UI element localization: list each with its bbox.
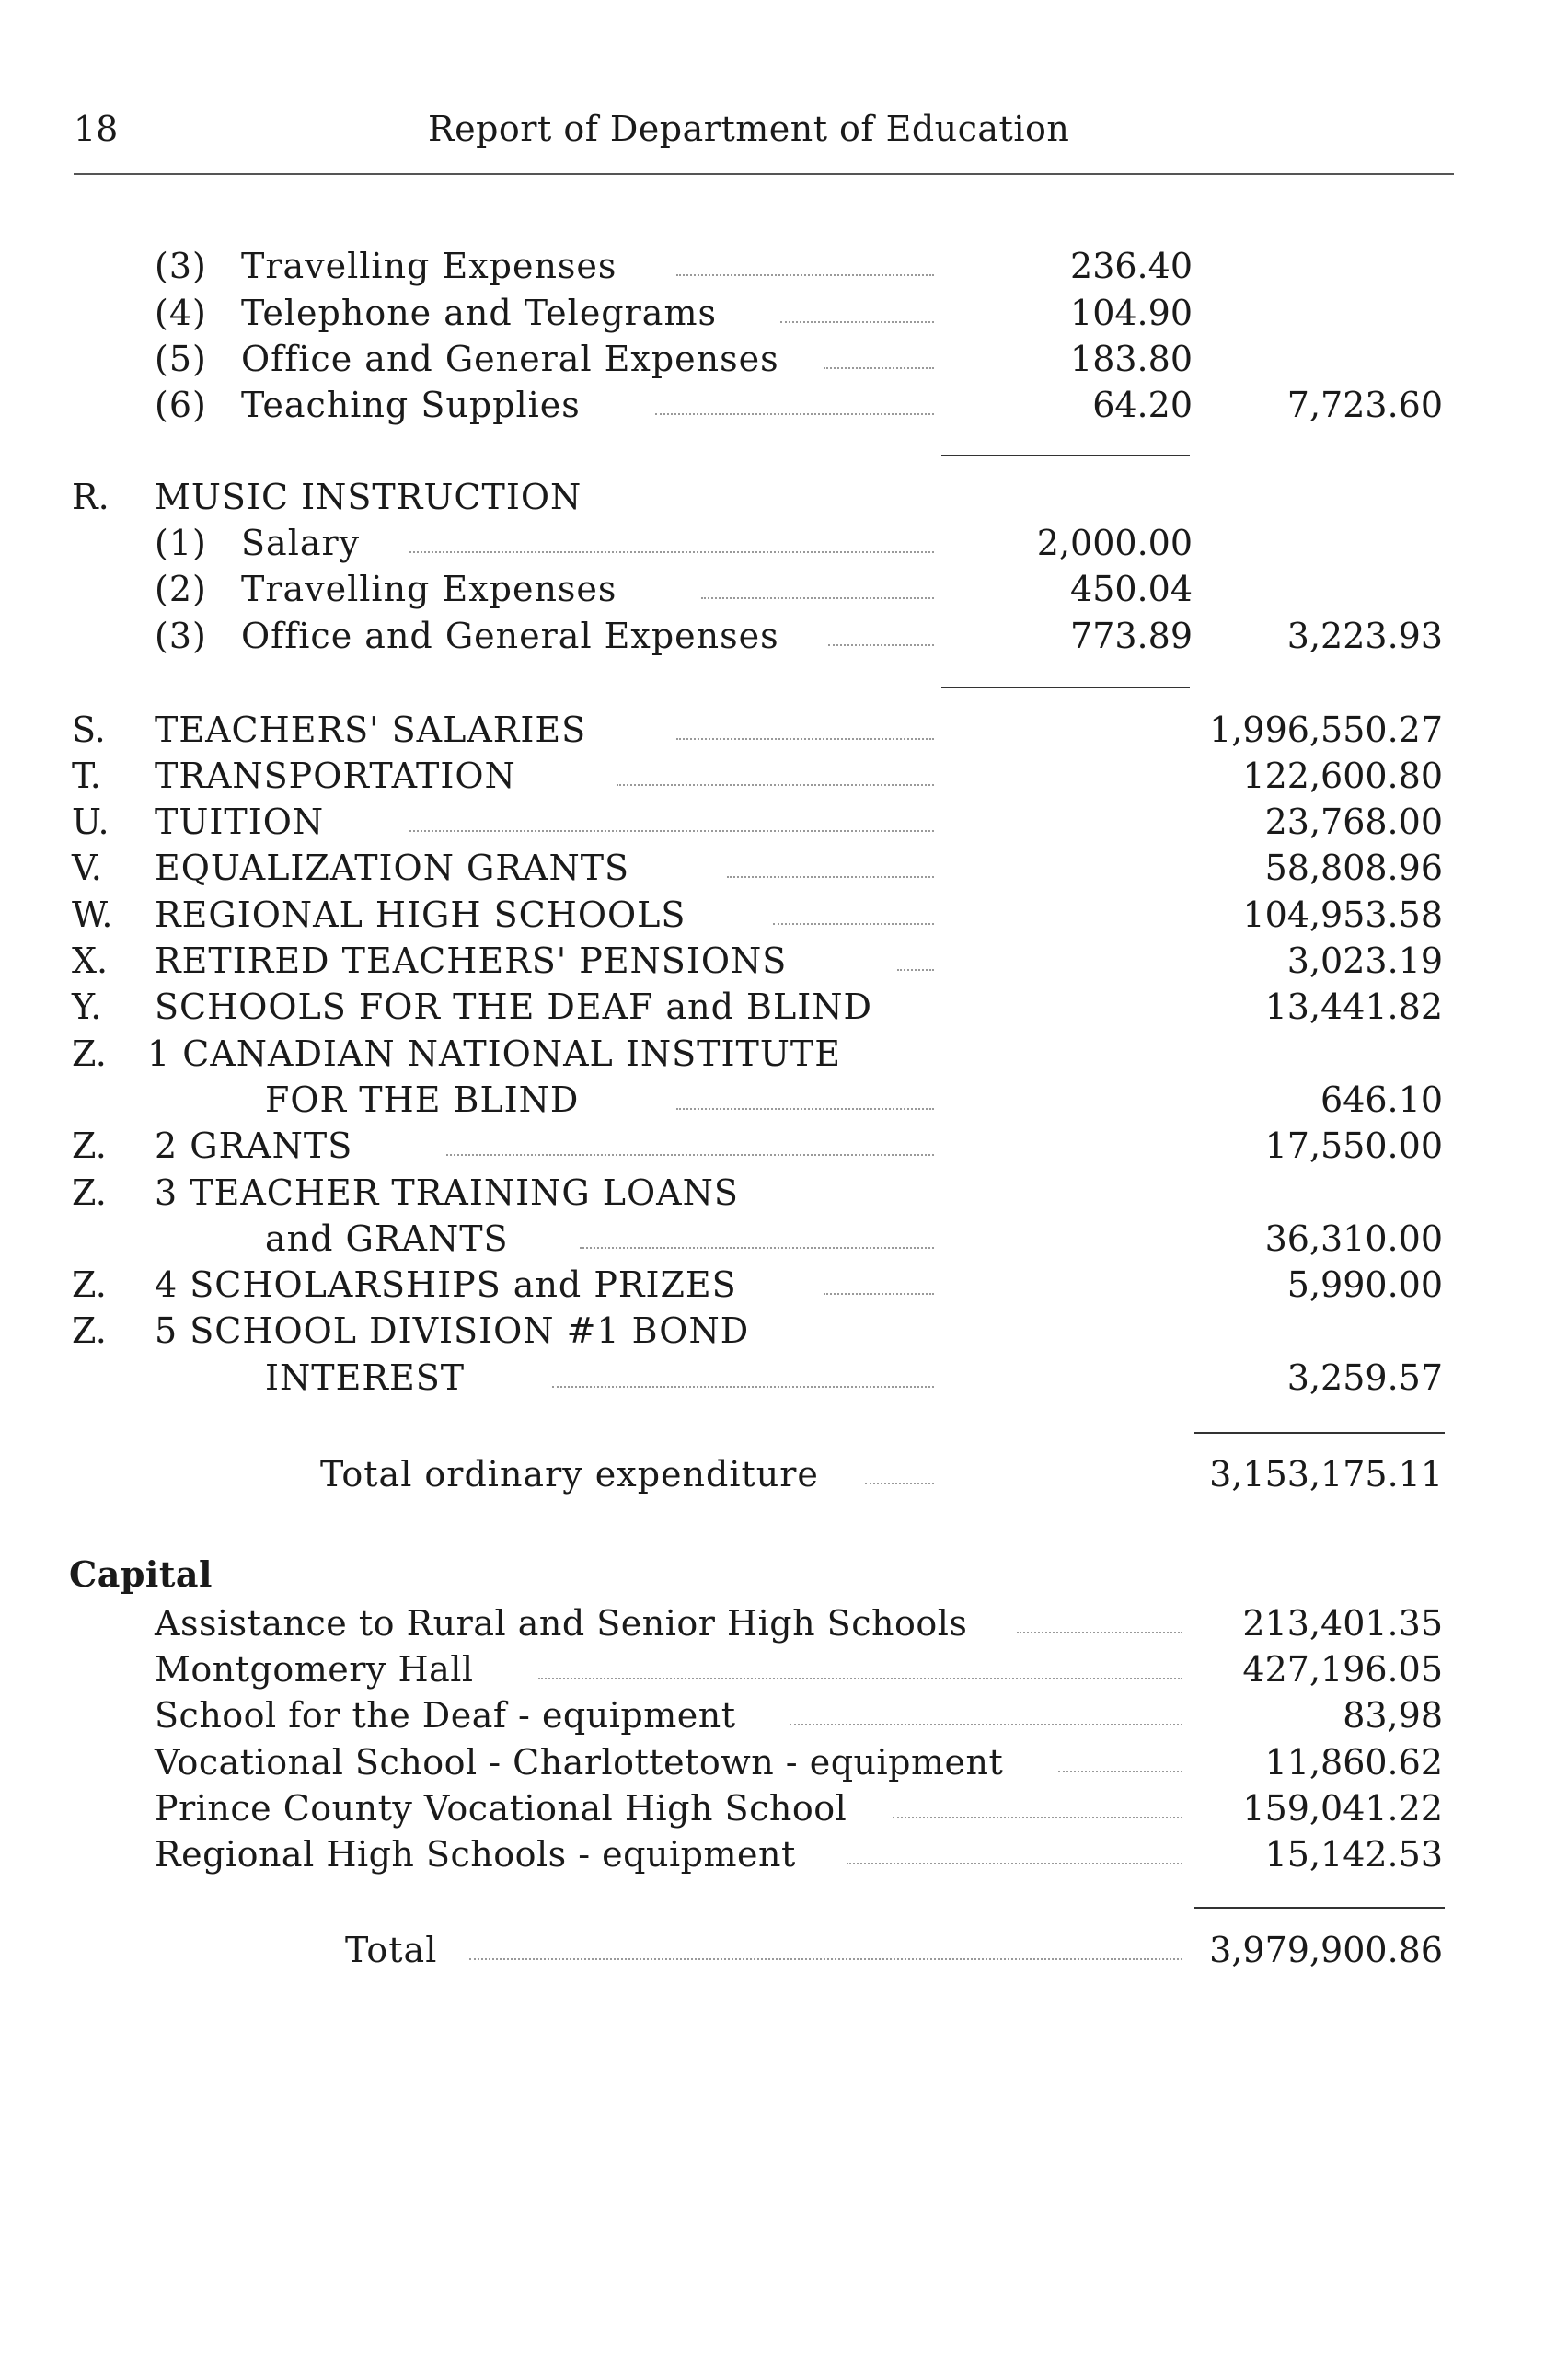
section-total: 646.10 — [1320, 1079, 1443, 1120]
q-item-3 — [0, 243, 1568, 289]
section-label-cont: and GRANTS — [265, 1218, 509, 1259]
leader-dots — [701, 597, 934, 599]
section-label: 3 TEACHER TRAINING LOANS — [155, 1172, 739, 1213]
grand-total-rule — [1194, 1907, 1445, 1909]
section-z5-line2 — [0, 1355, 1568, 1401]
leader-dots — [847, 1863, 1182, 1864]
item-number: (5) — [155, 339, 207, 379]
leader-dots — [676, 1108, 934, 1110]
r-item-1 — [0, 520, 1568, 566]
section-z1-line2 — [0, 1077, 1568, 1123]
item-amount: 64.20 — [1092, 385, 1193, 425]
item-label: Office and General Expenses — [241, 616, 779, 656]
leader-dots — [580, 1247, 934, 1249]
section-z3-line2 — [0, 1216, 1568, 1262]
grand-total-row — [0, 1927, 1568, 1973]
leader-dots — [676, 274, 934, 276]
leader-dots — [446, 1154, 934, 1156]
section-label-cont: FOR THE BLIND — [265, 1079, 580, 1120]
capital-item — [0, 1600, 1568, 1646]
leader-dots — [538, 1678, 1182, 1679]
item-number: (2) — [155, 569, 207, 609]
section-letter: Z. — [72, 1310, 107, 1351]
capital-label: Montgomery Hall — [155, 1649, 474, 1690]
section-total: 104,953.58 — [1242, 894, 1443, 935]
grand-total-amount: 3,979,900.86 — [1209, 1930, 1443, 1970]
capital-label: Prince County Vocational High School — [155, 1788, 847, 1829]
capital-amount: 83,98 — [1343, 1695, 1443, 1736]
section-t — [0, 753, 1568, 799]
item-label: Teaching Supplies — [241, 385, 581, 425]
section-total: 23,768.00 — [1264, 802, 1443, 842]
section-letter: V. — [72, 848, 102, 888]
section-letter: Z. — [72, 1125, 107, 1166]
q-item-5 — [0, 336, 1568, 382]
running-header-title: Report of Department of Education — [428, 109, 1070, 149]
capital-amount: 15,142.53 — [1264, 1834, 1443, 1875]
leader-dots — [790, 1724, 1182, 1725]
section-x — [0, 938, 1568, 984]
capital-amount: 159,041.22 — [1242, 1788, 1443, 1829]
section-total: 13,441.82 — [1264, 987, 1443, 1027]
section-letter: R. — [72, 477, 110, 517]
section-total: 122,600.80 — [1242, 756, 1443, 796]
leader-dots — [824, 367, 934, 369]
capital-label: Vocational School - Charlottetown - equipment — [155, 1742, 1004, 1783]
capital-item — [0, 1831, 1568, 1877]
section-total: 36,310.00 — [1264, 1218, 1443, 1259]
section-letter: X. — [72, 941, 109, 981]
section-total: 5,990.00 — [1286, 1264, 1443, 1305]
capital-item — [0, 1785, 1568, 1831]
section-letter: T. — [72, 756, 101, 796]
capital-amount: 427,196.05 — [1242, 1649, 1443, 1690]
section-label: 5 SCHOOL DIVISION #1 BOND — [155, 1310, 750, 1351]
section-label: SCHOOLS FOR THE DEAF and BLIND — [155, 987, 872, 1027]
item-amount: 236.40 — [1070, 246, 1193, 286]
leader-dots — [893, 1817, 1182, 1818]
section-total: 3,223.93 — [1286, 616, 1443, 656]
item-number: (3) — [155, 246, 207, 286]
leader-dots — [828, 644, 934, 646]
leader-dots — [780, 321, 934, 323]
item-label: Telephone and Telegrams — [241, 293, 717, 333]
capital-label: School for the Deaf - equipment — [155, 1695, 736, 1736]
section-label: REGIONAL HIGH SCHOOLS — [155, 894, 686, 935]
section-total: 3,023.19 — [1286, 941, 1443, 981]
section-v — [0, 845, 1568, 891]
total-amount: 3,153,175.11 — [1209, 1454, 1443, 1495]
q-item-6 — [0, 382, 1568, 428]
q-item-4 — [0, 290, 1568, 336]
section-total: 7,723.60 — [1286, 385, 1443, 425]
total-rule — [1194, 1432, 1445, 1434]
capital-item — [0, 1692, 1568, 1738]
section-total: 3,259.57 — [1286, 1357, 1443, 1398]
item-label: Travelling Expenses — [241, 569, 617, 609]
section-total: 17,550.00 — [1264, 1125, 1443, 1166]
section-letter: Z. — [72, 1033, 107, 1074]
item-label: Travelling Expenses — [241, 246, 617, 286]
section-y — [0, 984, 1568, 1030]
capital-amount: 11,860.62 — [1264, 1742, 1443, 1783]
section-z3-line1 — [0, 1170, 1568, 1216]
section-letter: S. — [72, 710, 106, 750]
leader-dots — [727, 876, 934, 878]
item-number: (6) — [155, 385, 207, 425]
item-number: (1) — [155, 523, 207, 563]
section-z2 — [0, 1123, 1568, 1169]
capital-label: Assistance to Rural and Senior High Schools — [155, 1603, 968, 1644]
section-letter: U. — [72, 802, 110, 842]
section-letter: Y. — [72, 987, 102, 1027]
item-label: Office and General Expenses — [241, 339, 779, 379]
item-amount: 2,000.00 — [1036, 523, 1193, 563]
item-amount: 183.80 — [1070, 339, 1193, 379]
leader-dots — [469, 1958, 1182, 1960]
grand-total-label: Total — [345, 1930, 438, 1970]
total-label: Total ordinary expenditure — [320, 1454, 819, 1495]
leader-dots — [409, 551, 934, 553]
section-u — [0, 799, 1568, 845]
section-letter: W. — [72, 894, 113, 935]
item-number: (4) — [155, 293, 207, 333]
section-letter: Z. — [72, 1264, 107, 1305]
section-z5-line1 — [0, 1308, 1568, 1354]
section-label: EQUALIZATION GRANTS — [155, 848, 630, 888]
item-label: Salary — [241, 523, 361, 563]
item-amount: 450.04 — [1070, 569, 1193, 609]
leader-dots — [1017, 1632, 1182, 1633]
subtotal-rule — [941, 455, 1190, 456]
leader-dots — [824, 1293, 934, 1295]
leader-dots — [773, 923, 934, 925]
section-letter: Z. — [72, 1172, 107, 1213]
leader-dots — [676, 738, 934, 740]
section-label: RETIRED TEACHERS' PENSIONS — [155, 941, 788, 981]
ordinary-total-row — [0, 1451, 1568, 1497]
section-total: 58,808.96 — [1264, 848, 1443, 888]
section-label: 1 CANADIAN NATIONAL INSTITUTE — [147, 1033, 841, 1074]
section-label: TUITION — [155, 802, 325, 842]
section-label: 4 SCHOLARSHIPS and PRIZES — [155, 1264, 737, 1305]
leader-dots — [655, 413, 934, 415]
leader-dots — [617, 784, 934, 786]
section-label: TEACHERS' SALARIES — [155, 710, 587, 750]
section-z1-line1 — [0, 1031, 1568, 1077]
leader-dots — [897, 969, 934, 971]
item-number: (3) — [155, 616, 207, 656]
leader-dots — [1058, 1771, 1182, 1772]
section-title: MUSIC INSTRUCTION — [155, 477, 582, 517]
section-total: 1,996,550.27 — [1209, 710, 1443, 750]
section-w — [0, 892, 1568, 938]
page-number: 18 — [74, 109, 119, 149]
capital-label: Regional High Schools - equipment — [155, 1834, 796, 1875]
item-amount: 773.89 — [1070, 616, 1193, 656]
r-item-3 — [0, 613, 1568, 659]
capital-item — [0, 1646, 1568, 1692]
section-r-heading — [0, 474, 1568, 520]
subtotal-rule — [941, 687, 1190, 688]
capital-amount: 213,401.35 — [1242, 1603, 1443, 1644]
capital-item — [0, 1739, 1568, 1785]
section-label: 2 GRANTS — [155, 1125, 353, 1166]
section-label-cont: INTEREST — [265, 1357, 466, 1398]
capital-heading: Capital — [69, 1553, 213, 1595]
item-amount: 104.90 — [1070, 293, 1193, 333]
header-rule — [74, 173, 1454, 175]
section-s — [0, 707, 1568, 753]
r-item-2 — [0, 566, 1568, 612]
leader-dots — [865, 1483, 934, 1484]
section-z4 — [0, 1262, 1568, 1308]
leader-dots — [409, 830, 934, 832]
leader-dots — [552, 1386, 934, 1388]
section-label: TRANSPORTATION — [155, 756, 516, 796]
